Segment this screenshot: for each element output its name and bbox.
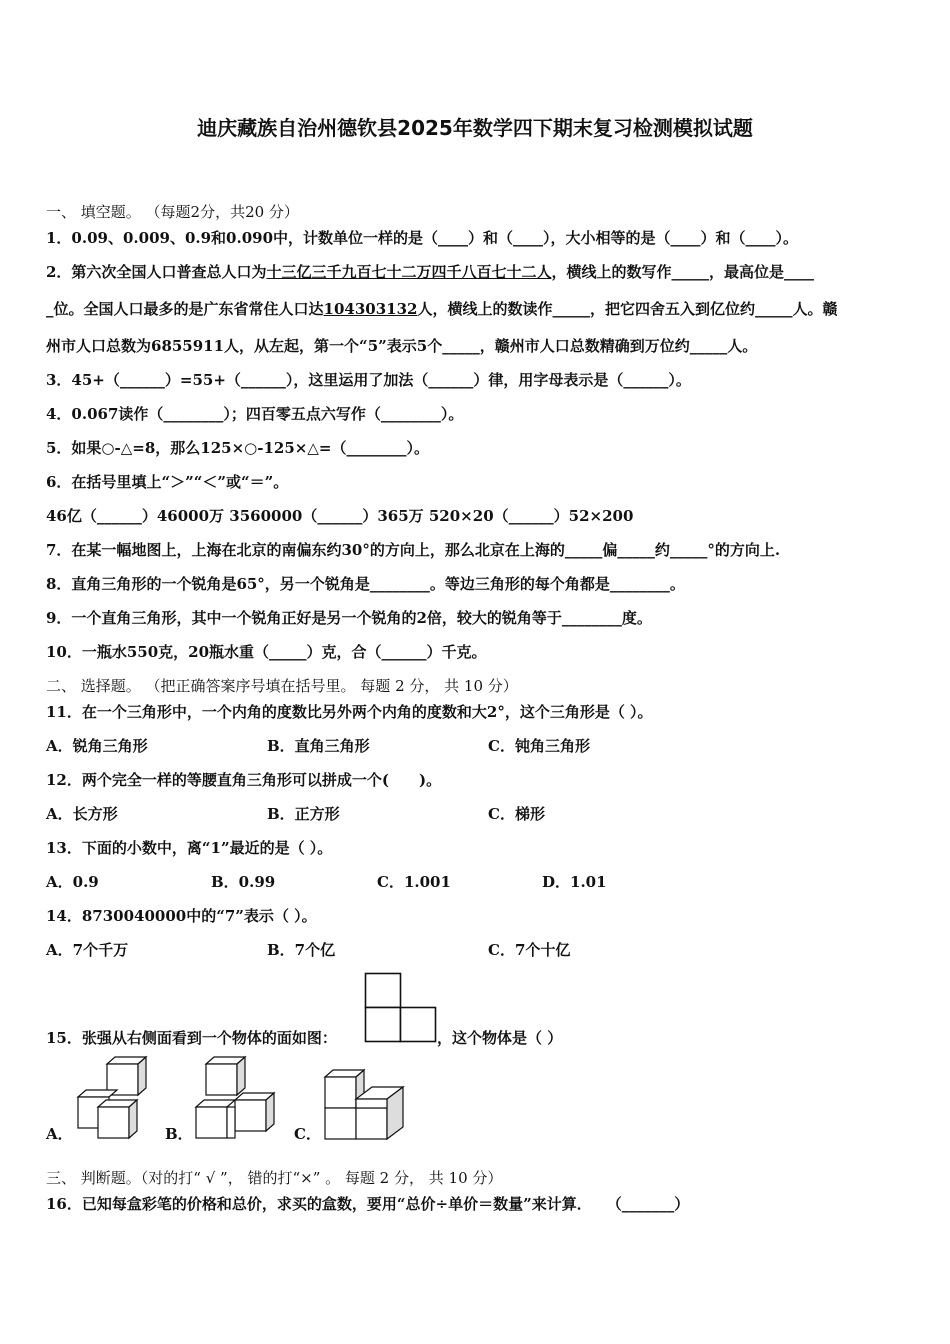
question-1: 1．0.09、0.009、0.9和0.090中，计数单位一样的是（____）和（____），大小相等的是（____）和（____）。 — [46, 229, 799, 247]
q15-option-c-label: C． — [294, 1125, 321, 1143]
q2-text-c: _位。全国人口最多的是广东省常住人口达 — [46, 300, 324, 318]
q15-option-a-figure — [76, 1056, 150, 1140]
q2-underlined-number: 十三亿三千九百七十二万四千八百七十二人 — [266, 263, 552, 281]
question-10: 10．一瓶水550克，20瓶水重（_____）克，合（______）千克。 — [46, 643, 487, 661]
side-view-figure — [364, 972, 439, 1044]
q15-option-c-figure — [323, 1064, 407, 1142]
section-2-heading: 二、 选择题。 （把正确答案序号填在括号里。 每题 2 分， 共 10 分） — [46, 677, 518, 695]
question-2-line-3: 州市人口总数为6855911人，从左起，第一个“5”表示5个_____，赣州市人口总数精确到万位约_____人。 — [46, 337, 758, 355]
question-2-line-2 — [46, 299, 837, 319]
question-4: 4．0.067读作（________）；四百零五点六写作（________）。 — [46, 405, 464, 423]
q2-text-a: 2．第六次全国人口普查总人口为 — [46, 263, 267, 281]
question-6-items: 46亿（______）46000万 3560000（______）365万 520×20（______）52×200 — [46, 507, 634, 525]
q13-option-d: D．1.01 — [542, 873, 607, 891]
q14-option-a: A．7个千万 — [46, 941, 129, 959]
question-13: 13．下面的小数中，离“1”最近的是（ ）。 — [46, 839, 333, 857]
question-16: 16．已知每盒彩笔的价格和总价，求买的盒数，要用“总价÷单价＝数量”来计算． （_______） — [46, 1195, 690, 1213]
q15-option-b-figure — [194, 1056, 278, 1140]
question-12: 12．两个完全一样的等腰直角三角形可以拼成一个( )。 — [46, 771, 442, 789]
q15-option-b-label: B． — [165, 1125, 193, 1143]
q12-option-c: C．梯形 — [488, 805, 545, 823]
question-2-line-1 — [46, 262, 814, 282]
q11-option-c: C．钝角三角形 — [488, 737, 590, 755]
q12-option-b: B．正方形 — [267, 805, 340, 823]
q15-option-a-label: A． — [46, 1125, 73, 1143]
question-14: 14．8730040000中的“7”表示（ ）。 — [46, 907, 317, 925]
q14-option-c: C．7个十亿 — [488, 941, 571, 959]
q2-text-d: 人，横线上的数读作_____，把它四舍五入到亿位约_____人。赣 — [417, 300, 838, 318]
q13-option-a: A．0.9 — [46, 873, 99, 891]
q12-option-a: A．长方形 — [46, 805, 118, 823]
q13-option-c: C．1.001 — [377, 873, 451, 891]
question-5: 5．如果○-△=8，那么125×○-125×△=（________）。 — [46, 439, 429, 457]
q11-option-b: B．直角三角形 — [267, 737, 370, 755]
q14-option-b: B．7个亿 — [267, 941, 336, 959]
q11-option-a: A．锐角三角形 — [46, 737, 148, 755]
question-15-text: 15．张强从右侧面看到一个物体的面如图： — [46, 1029, 337, 1047]
question-7: 7．在某一幅地图上，上海在北京的南偏东约30°的方向上，那么北京在上海的_____偏_____约_____°的方向上. — [46, 541, 781, 559]
question-9: 9．一个直角三角形，其中一个锐角正好是另一个锐角的2倍，较大的锐角等于________度。 — [46, 609, 652, 627]
question-3: 3．45+（______）=55+（______），这里运用了加法（______）律，用字母表示是（______）。 — [46, 371, 691, 389]
q13-option-b: B．0.99 — [211, 873, 276, 891]
section-3-heading: 三、 判断题。（对的打“ √ ”， 错的打“×” 。 每题 2 分， 共 10 分） — [46, 1169, 503, 1187]
question-15-text-end: ，这个物体是（ ） — [437, 1029, 563, 1047]
section-1-heading: 一、 填空题。 （每题2分，共20 分） — [46, 203, 299, 221]
q2-underlined-digits: 104303132 — [323, 300, 418, 318]
page-title: 迪庆藏族自治州德钦县2025年数学四下期末复习检测模拟试题 — [197, 116, 753, 140]
q2-text-b: ，横线上的数写作_____，最高位是____ — [551, 263, 814, 281]
question-6: 6．在括号里填上“＞”“＜”或“＝”。 — [46, 473, 289, 491]
question-8: 8．直角三角形的一个锐角是65°，另一个锐角是________。等边三角形的每个角都是________。 — [46, 575, 685, 593]
question-11: 11．在一个三角形中，一个内角的度数比另外两个内角的度数和大2°，这个三角形是（ ）。 — [46, 703, 653, 721]
